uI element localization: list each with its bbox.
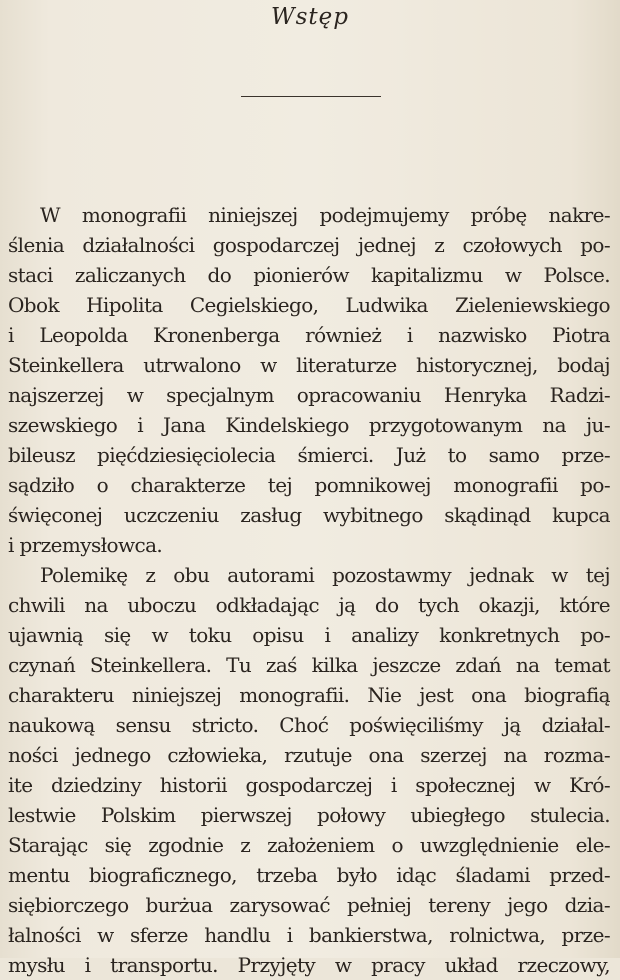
paragraph-1-line-7: najszerzej w specjalnym opracowaniu Henryka Radzi- (8, 383, 610, 407)
paragraph-1-line-3: staci zaliczanych do pionierów kapitalizmu w Polsce. (8, 263, 610, 287)
paragraph-2-line-1: Polemikę z obu autorami pozostawmy jednak w tej (40, 563, 610, 587)
paragraph-2-line-7: ności jednego człowieka, rzutuje ona szerzej na rozma- (8, 743, 610, 767)
paragraph-1-line-2: ślenia działalności gospodarczej jednej z czołowych po- (8, 233, 610, 257)
paragraph-1-line-1: W monografii niniejszej podejmujemy próbę nakre- (40, 203, 610, 227)
paragraph-2-line-6: naukową sensu stricto. Choć poświęciliśmy ją działal- (8, 713, 610, 737)
paragraph-2-line-5: charakteru niniejszej monografii. Nie jest ona biografią (8, 683, 610, 707)
paragraph-1-line-12: i przemysłowca. (8, 533, 163, 557)
paragraph-2-line-2: chwili na uboczu odkładając ją do tych okazji, które (8, 593, 610, 617)
paragraph-2-line-4: czynań Steinkellera. Tu zaś kilka jeszcze zdań na temat (8, 653, 610, 677)
page-heading: Wstęp (270, 4, 350, 30)
paragraph-2-line-14: mysłu i transportu. Przyjęty w pracy układ rzeczowy, (8, 953, 610, 977)
paragraph-2-line-13: łalności w sferze handlu i bankierstwa, rolnictwa, prze- (8, 923, 610, 947)
paragraph-2-line-10: Starając się zgodnie z założeniem o uwzględnienie ele- (8, 833, 610, 857)
paragraph-1-line-4: Obok Hipolita Cegielskiego, Ludwika Zieleniewskiego (8, 293, 610, 317)
paragraph-2-line-9: lestwie Polskim pierwszej połowy ubiegłego stulecia. (8, 803, 610, 827)
paragraph-2-line-12: siębiorczego burżua zarysować pełniej tereny jego dzia- (8, 893, 610, 917)
paragraph-2-line-8: ite dziedziny historii gospodarczej i społecznej w Kró- (8, 773, 610, 797)
paragraph-1-line-9: bileusz pięćdziesięciolecia śmierci. Już to samo prze- (8, 443, 610, 467)
heading-divider (241, 96, 381, 97)
paragraph-1-line-8: szewskiego i Jana Kindelskiego przygotowanym na ju- (8, 413, 610, 437)
paragraph-2-line-3: ujawnią się w toku opisu i analizy konkretnych po- (8, 623, 610, 647)
paragraph-2-line-11: mentu biograficznego, trzeba było idąc śladami przed- (8, 863, 610, 887)
paragraph-1-line-6: Steinkellera utrwalono w literaturze historycznej, bodaj (8, 353, 610, 377)
paragraph-1-line-11: święconej uczczeniu zasług wybitnego skądinąd kupca (8, 503, 610, 527)
paragraph-1-line-5: i Leopolda Kronenberga również i nazwisko Piotra (8, 323, 610, 347)
paragraph-1-line-10: sądziło o charakterze tej pomnikowej monografii po- (8, 473, 610, 497)
